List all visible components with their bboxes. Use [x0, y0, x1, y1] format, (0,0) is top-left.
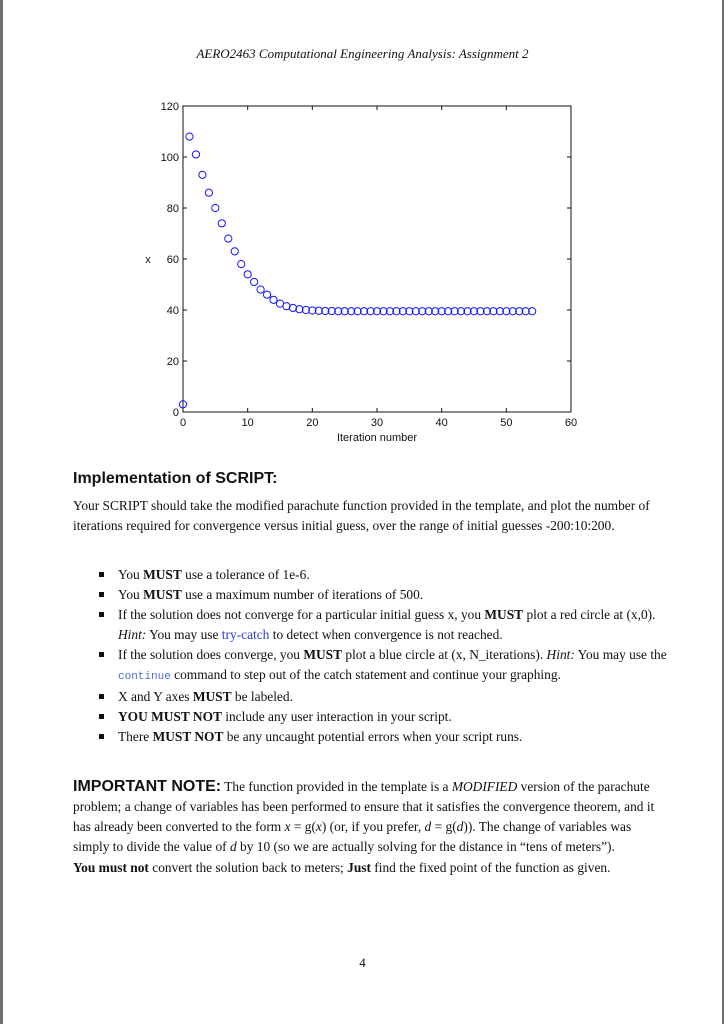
document-page [3, 0, 722, 1024]
x-tick-label: 60 [564, 417, 578, 429]
data-point [251, 278, 258, 285]
x-tick-label: 0 [179, 417, 187, 429]
data-point [218, 220, 225, 227]
y-tick-label: 0 [172, 407, 179, 419]
data-point [231, 248, 238, 255]
y-tick-label: 80 [166, 203, 179, 215]
page-number: 4 [359, 955, 366, 970]
data-point [270, 296, 277, 303]
data-point [192, 151, 199, 158]
y-tick-label: 120 [160, 101, 179, 113]
list-item: You MUST use a maximum number of iterations of 500. [73, 585, 673, 605]
running-header: AERO2463 Computational Engineering Analysis: Assignment 2 [196, 46, 529, 61]
data-point [186, 133, 193, 140]
y-tick-label: 20 [166, 356, 179, 368]
data-point [199, 171, 206, 178]
try-catch-link[interactable]: try-catch [221, 627, 270, 642]
x-axis-label: Iteration number [336, 432, 418, 444]
list-item: YOU MUST NOT include any user interaction in your script. [73, 707, 673, 727]
y-tick-label: 40 [166, 305, 179, 317]
requirements-list [73, 565, 673, 747]
data-point [257, 286, 264, 293]
data-point [212, 204, 219, 211]
important-note: IMPORTANT NOTE: The function provided in the template is a MODIFIED version of the parachute problem; a change of variables has been performed to ensure that it satisfies the convergence theorem, and it has already been converted to the form x = g(x) (or, if you prefer, d = g(d)). The change of variables was simply to divide the value of d by 10 (so we are actually solving for the distance in “tens of meters”). [73, 778, 655, 854]
important-note-title: IMPORTANT NOTE: [73, 778, 222, 795]
x-tick-label: 50 [500, 417, 513, 429]
convergence-chart [136, 96, 586, 446]
y-tick-label: 60 [166, 254, 179, 266]
data-point [263, 291, 270, 298]
data-point [225, 235, 232, 242]
list-item: If the solution does not converge for a particular initial guess x, you MUST plot a red circle at (x,0). Hint: You may use try-catch to detect when convergence is not reached. [73, 605, 673, 645]
data-point [289, 304, 296, 311]
intro-paragraph: Your SCRIPT should take the modified parachute function provided in the template, and plot the number of iterations required for convergence versus initial guess, over the range of initial guesses -200:10:200. [73, 498, 650, 533]
data-point [238, 261, 245, 268]
data-point [205, 189, 212, 196]
data-point [244, 271, 251, 278]
section-title: Implementation of SCRIPT: [73, 470, 278, 487]
x-tick-label: 20 [306, 417, 319, 429]
x-tick-label: 40 [435, 417, 448, 429]
list-item: X and Y axes MUST be labeled. [73, 687, 673, 707]
final-paragraph: You must not convert the solution back to meters; Just find the fixed point of the function as given. [73, 860, 611, 875]
list-item: There MUST NOT be any uncaught potential errors when your script runs. [73, 727, 673, 747]
plot-frame [183, 106, 571, 412]
list-item: If the solution does converge, you MUST plot a blue circle at (x, N_iterations). Hint: You may use the continue command to step out of the catch statement and continue your graphing. [73, 645, 673, 687]
y-tick-label: 100 [160, 152, 179, 164]
data-points [179, 133, 535, 408]
continue-code: continue [118, 671, 171, 683]
axis-ticks [161, 101, 577, 429]
list-item: You MUST use a tolerance of 1e-6. [73, 565, 673, 585]
y-axis-label: x [145, 254, 151, 266]
x-tick-label: 10 [241, 417, 254, 429]
x-tick-label: 30 [370, 417, 384, 429]
